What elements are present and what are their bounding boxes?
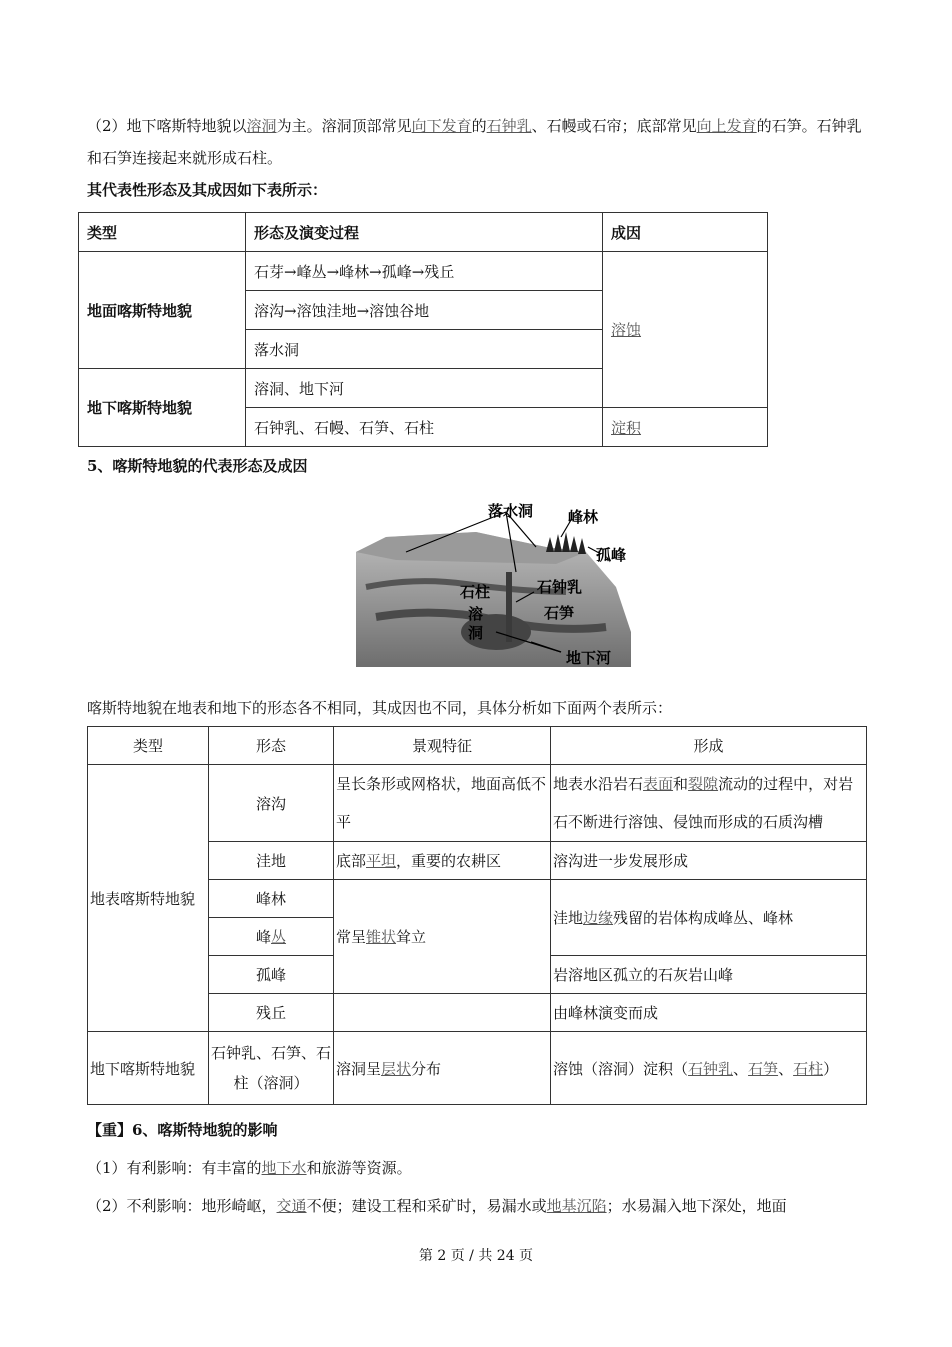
feature-cell: 呈长条形或网格状，地面高低不平 (334, 765, 551, 842)
cause-deposit-cell: 淀积 (603, 408, 768, 447)
tree-group (546, 532, 586, 554)
surface-karst-type: 地表喀斯特地貌 (88, 765, 209, 1032)
form-cell: 峰丛 (209, 918, 334, 956)
header-feature: 景观特征 (334, 727, 551, 765)
karst-types-table (78, 212, 768, 447)
form-cell: 溶沟 (209, 765, 334, 842)
formation-cell: 由峰林演变而成 (551, 994, 867, 1032)
header-form: 形态及演变过程 (246, 213, 603, 252)
karst-formation-table (87, 726, 867, 1105)
label-dixiahe: 地下河 (566, 649, 612, 667)
label-gufeng: 孤峰 (596, 546, 627, 564)
header-formation: 形成 (551, 727, 867, 765)
label-shizhongru: 石钟乳 (537, 578, 583, 596)
form-cell: 孤峰 (209, 956, 334, 994)
header-type: 类型 (88, 727, 209, 765)
feature-cell: 溶洞呈层状分布 (334, 1032, 551, 1105)
header-form: 形态 (209, 727, 334, 765)
form-cell: 残丘 (209, 994, 334, 1032)
feature-cell (334, 994, 551, 1032)
underground-karst-type: 地下喀斯特地貌 (79, 369, 246, 447)
form-cell: 溶洞、地下河 (246, 369, 603, 408)
form-cell: 溶沟→溶蚀洼地→溶蚀谷地 (246, 291, 603, 330)
surface-karst-type: 地面喀斯特地貌 (79, 252, 246, 369)
form-cell: 峰林 (209, 880, 334, 918)
paragraph-underground-karst: （2）地下喀斯特地貌以溶洞为主。溶洞顶部常见向下发育的石钟乳、石幔或石帘；底部常见向上发育的石笋。石钟乳和石笋连接起来就形成石柱。 (87, 117, 862, 167)
cause-erosion-cell: 溶蚀 (603, 252, 768, 408)
effect-positive: （1）有利影响：有丰富的地下水和旅游等资源。 (87, 1159, 412, 1177)
header-type: 类型 (79, 213, 246, 252)
table2-intro: 喀斯特地貌在地表和地下的形态各不相同，其成因也不同，具体分析如下面两个表所示： (87, 699, 673, 717)
table1-title: 其代表性形态及其成因如下表所示： (87, 181, 328, 199)
formation-cell: 地表水沿岩石表面和裂隙流动的过程中，对岩石不断进行溶蚀、侵蚀而形成的石质沟槽 (551, 765, 867, 842)
rock-block (356, 532, 631, 667)
page-footer: 第 2 页 / 共 24 页 (418, 1248, 534, 1264)
feature-cell: 底部平坦，重要的农耕区 (334, 842, 551, 880)
label-shisun: 石笋 (544, 604, 575, 622)
effect-negative: （2）不利影响：地形崎岖，交通不便；建设工程和采矿时，易漏水或地基沉陷；水易漏入地下深处，地面 (87, 1197, 787, 1215)
underground-karst-type: 地下喀斯特地貌 (88, 1032, 209, 1105)
form-cell: 洼地 (209, 842, 334, 880)
form-cell: 石钟乳、石幔、石笋、石柱 (246, 408, 603, 447)
label-rong: 溶 (468, 605, 484, 623)
formation-cell: 岩溶地区孤立的石灰岩山峰 (551, 956, 867, 994)
formation-cell: 洼地边缘残留的岩体构成峰丛、峰林 (551, 880, 867, 956)
form-cell: 落水洞 (246, 330, 603, 369)
section6-title: 【重】6、喀斯特地貌的影响 (87, 1121, 278, 1139)
label-luoshuidong: 落水洞 (488, 502, 534, 520)
label-fenglin: 峰林 (568, 508, 599, 526)
form-cell: 石钟乳、石笋、石柱（溶洞） (209, 1032, 334, 1105)
formation-cell: 溶沟进一步发展形成 (551, 842, 867, 880)
formation-cell: 溶蚀（溶洞）淀积（石钟乳、石笋、石柱） (551, 1032, 867, 1105)
form-cell: 石芽→峰丛→峰林→孤峰→残丘 (246, 252, 603, 291)
karst-landform-diagram (356, 492, 636, 667)
section5-title: 5、喀斯特地貌的代表形态及成因 (87, 457, 308, 475)
header-cause: 成因 (603, 213, 768, 252)
label-dong: 洞 (468, 624, 484, 642)
feature-cell: 常呈锥状耸立 (334, 880, 551, 994)
label-shizhu: 石柱 (460, 583, 491, 601)
